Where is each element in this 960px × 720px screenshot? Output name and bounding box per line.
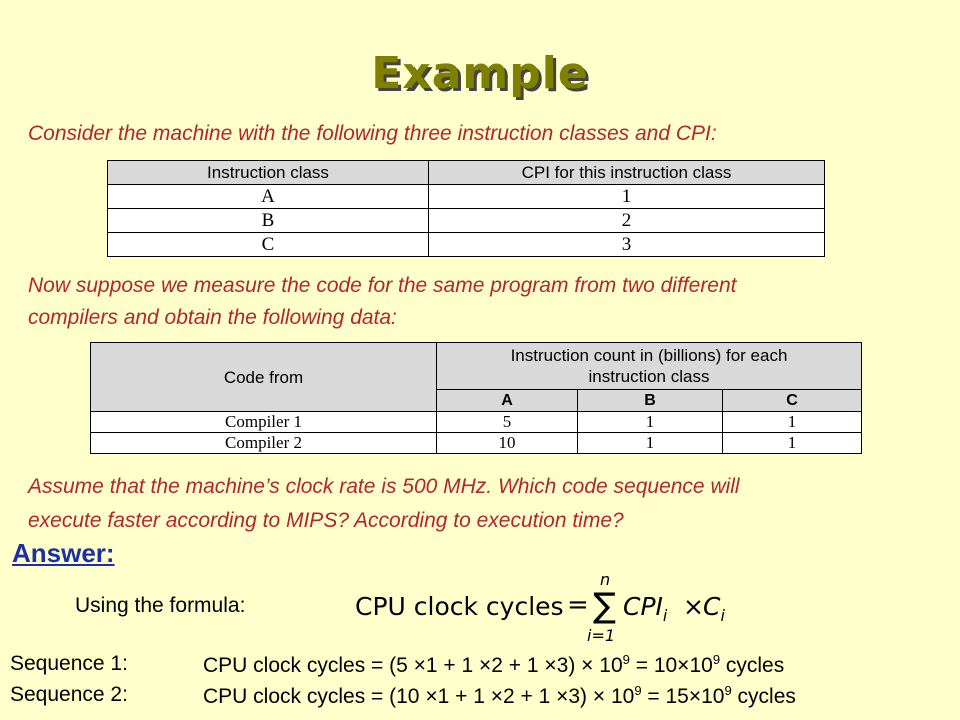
sequence-expression — [203, 652, 784, 678]
expr-end: cycles — [720, 654, 785, 677]
header-cpi: CPI for this instruction class — [429, 161, 825, 185]
header-instruction-class: Instruction class — [108, 161, 429, 185]
header-instruction-count — [437, 343, 862, 390]
compiler-cell: Compiler 2 — [91, 433, 437, 454]
subheader-b: B — [578, 390, 723, 412]
expr-text: CPU clock cycles = (10 ×1 + 1 ×2 + 1 ×3) × 10 — [203, 685, 635, 708]
cpi-cell: 1 — [429, 185, 825, 209]
class-cell: A — [108, 185, 429, 209]
header-line: Instruction count in (billions) for each — [510, 346, 788, 366]
cpi-table — [107, 160, 825, 257]
middle-text — [28, 270, 737, 334]
formula-lhs: CPU clock cycles — [355, 592, 564, 621]
cpi-term — [623, 592, 667, 625]
table-header-row — [108, 161, 825, 185]
sequence-1 — [10, 652, 950, 678]
c-text: C — [703, 592, 721, 621]
sum-icon: ∑ — [593, 586, 616, 626]
question-line: execute faster according to MIPS? According to execution time? — [28, 509, 624, 532]
slide-title: Example — [371, 48, 589, 99]
sum-lower: i=1 — [587, 626, 616, 645]
expr-end: cycles — [731, 685, 796, 708]
subheader-a: A — [437, 390, 578, 412]
table-row — [91, 412, 862, 433]
sequence-expression — [203, 683, 796, 709]
question-line: Assume that the machine’s clock rate is 500 MHz. Which code sequence will — [28, 475, 740, 498]
table-row — [108, 209, 825, 233]
table-row — [108, 185, 825, 209]
class-cell: B — [108, 209, 429, 233]
count-cell: 1 — [723, 412, 862, 433]
cpi-text: CPI — [623, 592, 663, 621]
table-row — [108, 233, 825, 257]
c-term — [703, 592, 725, 625]
times-sign: × — [683, 592, 704, 621]
sum-upper: n — [600, 570, 611, 589]
sequence-label: Sequence 2: — [10, 683, 128, 706]
header-line: instruction class — [588, 367, 710, 387]
compiler-cell: Compiler 1 — [91, 412, 437, 433]
expr-text: CPU clock cycles = (5 ×1 + 1 ×2 + 1 ×3) × 10 — [203, 654, 623, 677]
equals-sign: = — [567, 590, 589, 620]
class-cell: C — [108, 233, 429, 257]
count-cell: 5 — [437, 412, 578, 433]
count-cell: 1 — [578, 412, 723, 433]
exponent: 9 — [724, 683, 732, 698]
exponent: 9 — [712, 652, 721, 667]
table-header-row — [91, 343, 862, 390]
expr-mid: = 10×10 — [629, 654, 713, 677]
intro-text: Consider the machine with the following three instruction classes and CPI: — [28, 122, 717, 145]
cpi-cell: 2 — [429, 209, 825, 233]
cpi-subscript: i — [662, 606, 668, 625]
exponent: 9 — [622, 652, 630, 667]
header-code-from: Code from — [91, 343, 437, 412]
middle-text-line: Now suppose we measure the code for the same program from two different — [28, 274, 737, 297]
formula — [355, 570, 755, 645]
question-text — [28, 470, 740, 538]
count-cell: 1 — [578, 433, 723, 454]
middle-text-line: compilers and obtain the following data: — [28, 306, 397, 329]
sequence-2 — [10, 683, 950, 709]
sequence-label: Sequence 1: — [10, 652, 128, 675]
count-cell: 10 — [437, 433, 578, 454]
cpi-cell: 3 — [429, 233, 825, 257]
answer-heading: Answer: — [12, 538, 115, 568]
table-row — [91, 433, 862, 454]
subheader-c: C — [723, 390, 862, 412]
expr-mid: = 15×10 — [641, 685, 725, 708]
c-subscript: i — [720, 606, 725, 625]
formula-label: Using the formula: — [75, 594, 246, 617]
exponent: 9 — [634, 683, 642, 698]
instruction-count-table — [90, 342, 862, 454]
count-cell: 1 — [723, 433, 862, 454]
